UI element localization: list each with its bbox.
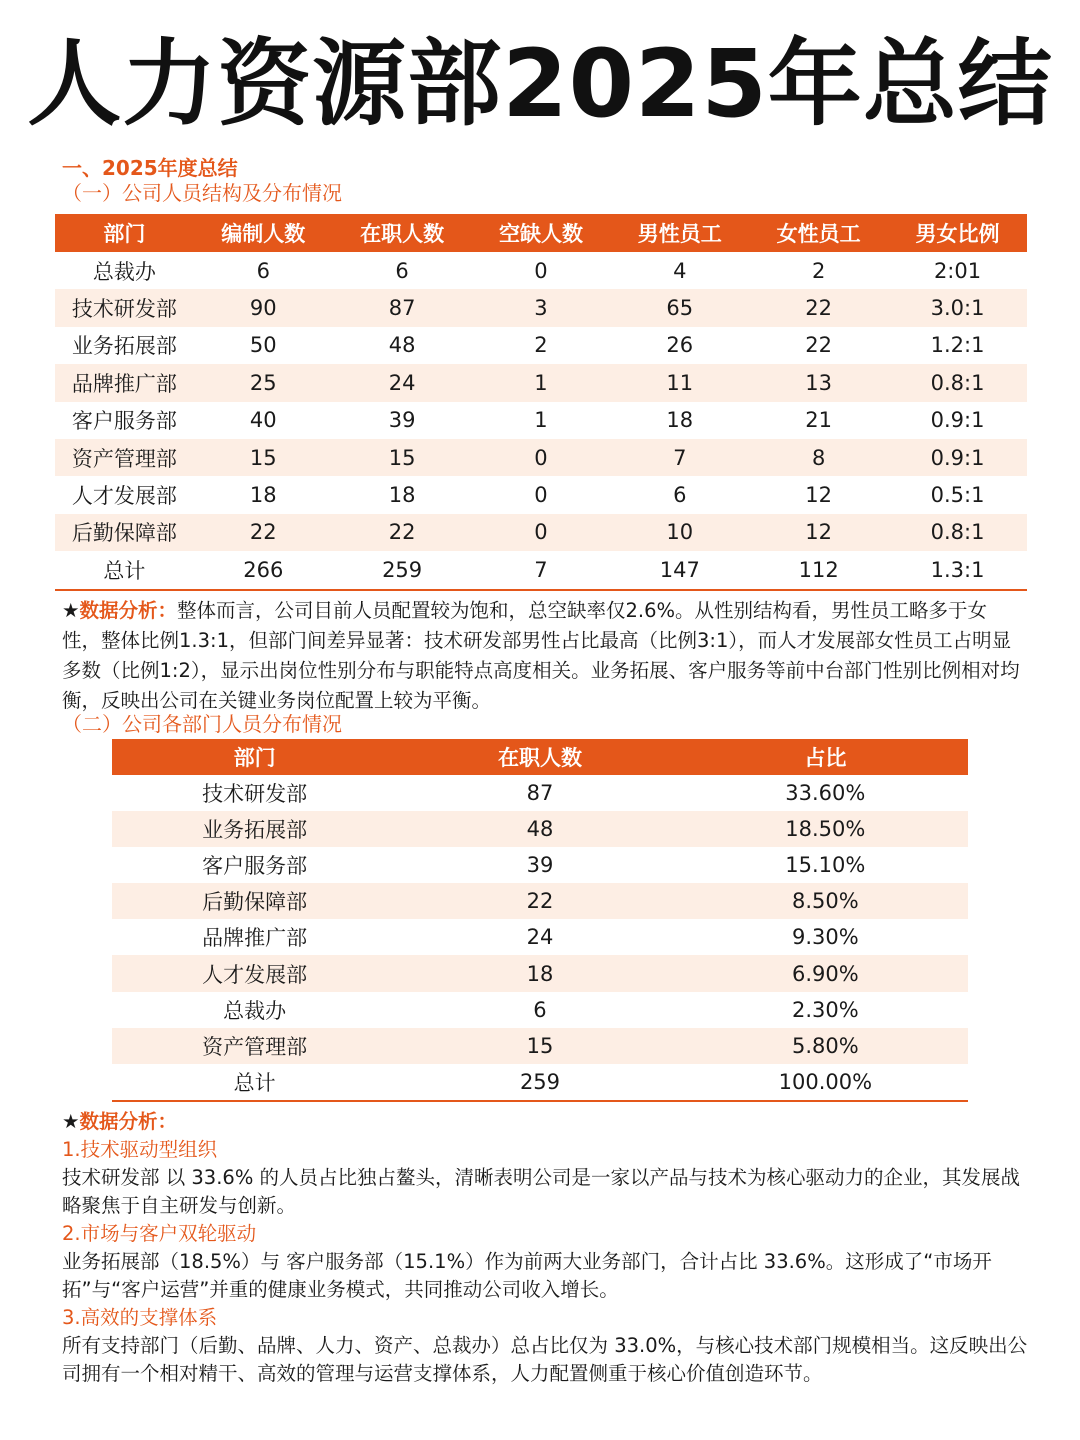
table-total-row bbox=[112, 1064, 968, 1101]
table-cell: 100.00% bbox=[683, 1064, 968, 1101]
table-cell: 4 bbox=[673, 258, 687, 283]
table-cell: 13 bbox=[749, 364, 888, 401]
table-cell: 259 bbox=[397, 1064, 682, 1101]
table-cell: 18 bbox=[388, 483, 416, 508]
table-header-row bbox=[55, 214, 1027, 252]
table-cell: 1.3:1 bbox=[888, 551, 1027, 589]
table-cell: 5.80% bbox=[683, 1028, 968, 1064]
table-cell: 25 bbox=[194, 364, 333, 401]
table-cell: 15.10% bbox=[785, 853, 866, 878]
staff-structure-table bbox=[55, 214, 1027, 591]
table-cell: 后勤保障部 bbox=[55, 514, 194, 551]
table-cell: 客户服务部 bbox=[71, 409, 177, 434]
table-cell: 2 bbox=[534, 333, 548, 358]
table-cell: 品牌推广部 bbox=[202, 926, 308, 951]
table-row bbox=[112, 811, 968, 847]
table-header-row bbox=[112, 739, 968, 775]
table-cell: 21 bbox=[805, 408, 832, 433]
table-row bbox=[112, 992, 968, 1028]
table-cell: 1 bbox=[472, 364, 611, 401]
table-cell: 10 bbox=[610, 514, 749, 551]
table-cell: 0.5:1 bbox=[930, 483, 985, 508]
table-cell: 22 bbox=[805, 333, 832, 358]
table-cell: 总计 bbox=[55, 551, 194, 589]
table-cell: 18.50% bbox=[683, 811, 968, 847]
section-heading: 一、2025年度总结 bbox=[62, 156, 238, 180]
point-heading: 3.高效的支撑体系 bbox=[62, 1306, 218, 1329]
table-cell: 15 bbox=[397, 1028, 682, 1064]
table-cell: 业务拓展部 bbox=[112, 811, 397, 847]
table-cell: 6.90% bbox=[683, 955, 968, 991]
table-cell: 90 bbox=[194, 289, 333, 326]
table-cell: 11 bbox=[610, 364, 749, 401]
table-cell: 6 bbox=[673, 483, 687, 508]
table-cell: 18 bbox=[249, 483, 277, 508]
column-header: 编制人数 bbox=[194, 214, 333, 252]
table-row bbox=[55, 439, 1027, 476]
table-row bbox=[55, 252, 1027, 289]
table-cell: 15 bbox=[194, 439, 333, 476]
table-cell: 50 bbox=[249, 333, 277, 358]
table-cell: 品牌推广部 bbox=[55, 364, 194, 401]
table-cell: 40 bbox=[249, 408, 277, 433]
table-cell: 33.60% bbox=[785, 781, 866, 806]
table-cell: 87 bbox=[333, 289, 472, 326]
table-cell: 2 bbox=[811, 258, 826, 283]
table-cell: 24 bbox=[333, 364, 472, 401]
table-row bbox=[112, 775, 968, 811]
table-cell: 2:01 bbox=[933, 258, 982, 283]
table-cell: 技术研发部 bbox=[202, 782, 308, 807]
analysis-text: 整体而言，公司目前人员配置较为饱和，总空缺率仅2.6%。从性别结构看，男性员工略多于女性，整体比例1.3:1，但部门间差异显著：技术研发部男性占比最高（比例3:1），而人才发展部女性员工占明显多数（比例1:2），显示出岗位性别分布与职能特点高度相关。业务拓展、客户服务等前中台部门性别比例相对均衡，反映出公司在关键业务岗位配置上较为平衡。 bbox=[62, 599, 1020, 712]
table-cell: 后勤保障部 bbox=[112, 883, 397, 919]
table-cell: 0 bbox=[472, 514, 611, 551]
star-icon: ★ bbox=[62, 1110, 80, 1133]
table-row bbox=[112, 883, 968, 919]
table-cell: 客户服务部 bbox=[202, 854, 308, 879]
column-header: 部门 bbox=[55, 214, 194, 252]
table-cell: 6 bbox=[395, 258, 409, 283]
table-cell: 48 bbox=[397, 811, 682, 847]
table-cell: 65 bbox=[610, 289, 749, 326]
table-cell: 7 bbox=[472, 551, 611, 589]
table-cell: 7 bbox=[610, 439, 749, 476]
column-header: 在职人数 bbox=[333, 214, 472, 252]
table-cell: 业务拓展部 bbox=[71, 334, 177, 359]
department-distribution-table bbox=[112, 739, 968, 1102]
point-heading: 1.技术驱动型组织 bbox=[62, 1138, 218, 1161]
table-cell: 22 bbox=[194, 514, 333, 551]
analysis-points bbox=[62, 1108, 1032, 1388]
table-row bbox=[55, 289, 1027, 326]
table-row bbox=[55, 514, 1027, 551]
table-cell: 技术研发部 bbox=[55, 289, 194, 326]
table-cell: 3 bbox=[472, 289, 611, 326]
table-cell: 总计 bbox=[112, 1064, 397, 1101]
table-cell: 1.2:1 bbox=[930, 333, 985, 358]
column-header: 在职人数 bbox=[397, 739, 682, 775]
table-cell: 3.0:1 bbox=[888, 289, 1027, 326]
table-cell: 2.30% bbox=[791, 997, 859, 1022]
star-icon: ★ bbox=[62, 599, 80, 622]
table-cell: 资产管理部 bbox=[55, 439, 194, 476]
point-text: 所有支持部门（后勤、品牌、人力、资产、总裁办）总占比仅为 33.0%，与核心技术部门规模相当。这反映出公司拥有一个相对精干、高效的管理与运营支撑体系，人力配置侧重于核心价值创造环节。 bbox=[62, 1334, 1028, 1385]
column-header: 女性员工 bbox=[749, 214, 888, 252]
table-cell: 15 bbox=[333, 439, 472, 476]
table-cell: 人才发展部 bbox=[112, 955, 397, 991]
table-cell: 147 bbox=[610, 551, 749, 589]
table-row bbox=[55, 476, 1027, 513]
analysis-paragraph bbox=[62, 596, 1022, 716]
table-cell: 24 bbox=[526, 925, 554, 950]
table-row bbox=[112, 1028, 968, 1064]
table-cell: 9.30% bbox=[791, 925, 859, 950]
table-cell: 总裁办 bbox=[223, 998, 287, 1023]
table-row bbox=[55, 402, 1027, 439]
table-cell: 0 bbox=[534, 483, 548, 508]
table-cell: 资产管理部 bbox=[112, 1028, 397, 1064]
point-heading: 2.市场与客户双轮驱动 bbox=[62, 1222, 257, 1245]
column-header: 部门 bbox=[112, 739, 397, 775]
table-cell: 8 bbox=[749, 439, 888, 476]
table-cell: 0.8:1 bbox=[888, 364, 1027, 401]
column-header: 男性员工 bbox=[610, 214, 749, 252]
table-cell: 22 bbox=[397, 883, 682, 919]
table-cell: 18 bbox=[666, 408, 694, 433]
table-total-row bbox=[55, 551, 1027, 589]
analysis-label: 数据分析： bbox=[79, 1110, 177, 1133]
table-cell: 0.9:1 bbox=[888, 439, 1027, 476]
table-cell: 87 bbox=[526, 781, 554, 806]
table-cell: 39 bbox=[388, 408, 416, 433]
subsection-heading-distribution: （二）公司各部门人员分布情况 bbox=[62, 712, 342, 736]
table-row bbox=[112, 919, 968, 955]
table-cell: 人才发展部 bbox=[71, 484, 177, 509]
table-cell: 0 bbox=[472, 439, 611, 476]
table-cell: 0 bbox=[534, 258, 548, 283]
column-header: 男女比例 bbox=[888, 214, 1027, 252]
analysis-label: 数据分析： bbox=[79, 599, 177, 622]
table-cell: 18 bbox=[397, 955, 682, 991]
table-cell: 6 bbox=[533, 997, 547, 1022]
table-cell: 8.50% bbox=[683, 883, 968, 919]
table-cell: 0.9:1 bbox=[930, 408, 985, 433]
table-cell: 6 bbox=[256, 258, 270, 283]
table-cell: 22 bbox=[333, 514, 472, 551]
table-cell: 48 bbox=[388, 333, 416, 358]
table-cell: 39 bbox=[526, 853, 554, 878]
table-cell: 0.8:1 bbox=[888, 514, 1027, 551]
table-cell: 26 bbox=[666, 333, 694, 358]
column-header: 占比 bbox=[683, 739, 968, 775]
table-cell: 266 bbox=[194, 551, 333, 589]
table-row bbox=[112, 955, 968, 991]
table-cell: 259 bbox=[333, 551, 472, 589]
column-header: 空缺人数 bbox=[472, 214, 611, 252]
table-cell: 总裁办 bbox=[92, 259, 156, 284]
table-row bbox=[112, 847, 968, 883]
subsection-heading-structure: （一）公司人员结构及分布情况 bbox=[62, 181, 342, 205]
table-row bbox=[55, 327, 1027, 364]
table-cell: 22 bbox=[749, 289, 888, 326]
table-cell: 12 bbox=[805, 483, 832, 508]
table-cell: 12 bbox=[749, 514, 888, 551]
table-row bbox=[55, 364, 1027, 401]
table-cell: 112 bbox=[749, 551, 888, 589]
point-text: 技术研发部 以 33.6% 的人员占比独占鳌头，清晰表明公司是一家以产品与技术为核心驱动力的企业，其发展战略聚焦于自主研发与创新。 bbox=[62, 1166, 1021, 1217]
point-text: 业务拓展部（18.5%）与 客户服务部（15.1%）作为前两大业务部门，合计占比 33.6%。这形成了“市场开拓”与“客户运营”并重的健康业务模式，共同推动公司收入增长。 bbox=[62, 1250, 992, 1301]
table-cell: 1 bbox=[534, 408, 548, 433]
page-title: 人力资源部2025年总结 bbox=[27, 30, 1053, 139]
